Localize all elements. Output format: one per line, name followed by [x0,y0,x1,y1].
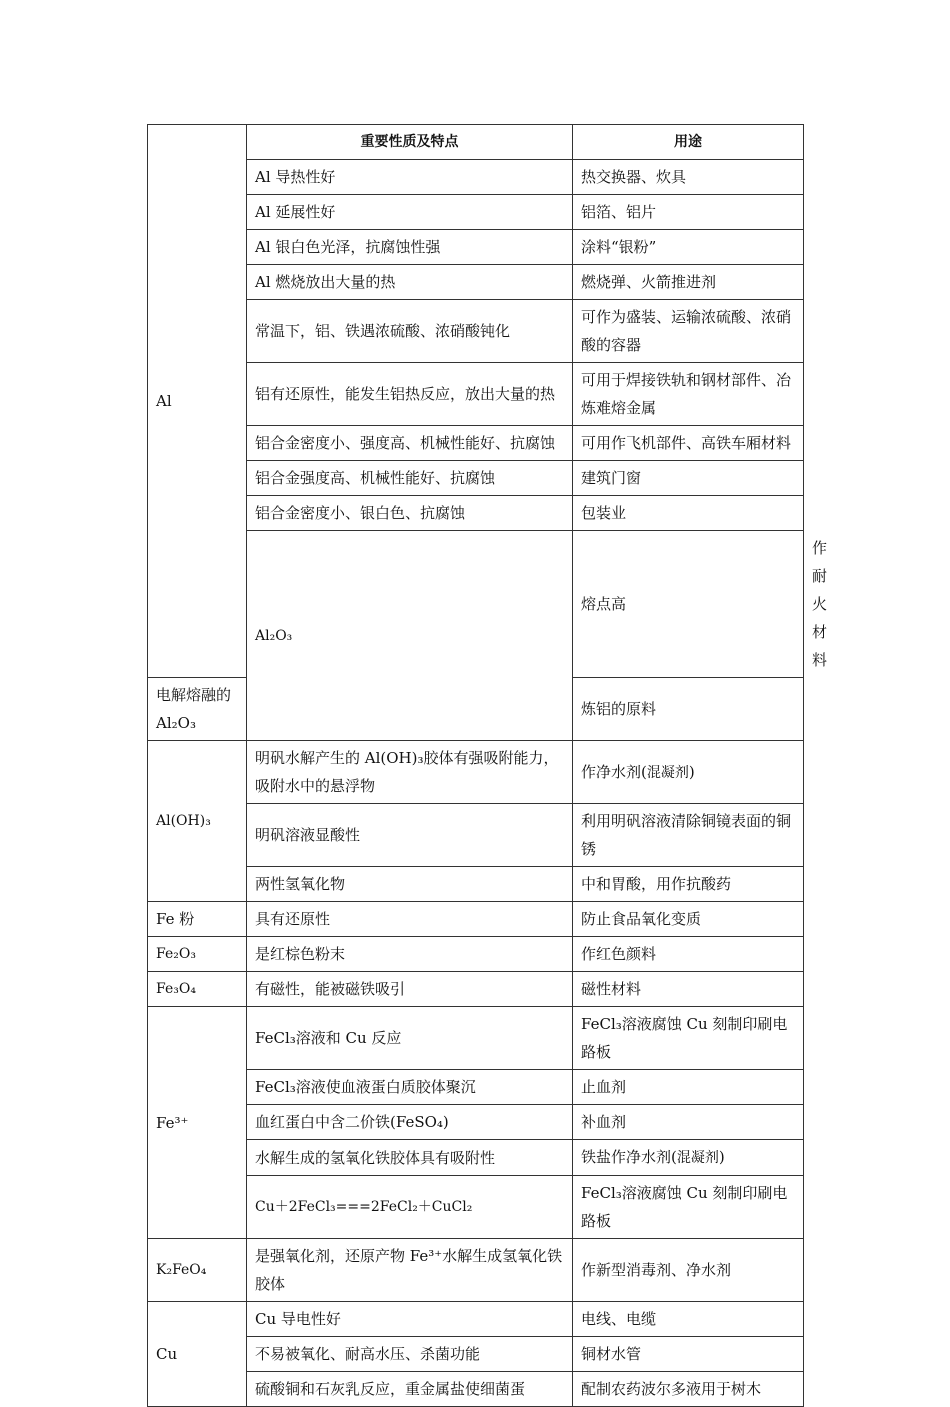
header-row [148,125,804,160]
property-cell: 不易被氧化、耐高水压、杀菌功能 [247,1337,573,1372]
property-cell: FeCl₃溶液使血液蛋白质胶体聚沉 [247,1070,573,1105]
group-label-al2o3: Al₂O₃ [247,531,573,741]
table-row [148,300,804,363]
use-cell: FeCl₃溶液腐蚀 Cu 刻制印刷电路板 [573,1007,804,1070]
property-cell: 明矾溶液显酸性 [247,804,573,867]
property-cell: 是红棕色粉末 [247,937,573,972]
group-label-al: Al [148,125,247,678]
property-cell: Al 导热性好 [247,160,573,195]
table-row [148,1105,804,1140]
use-cell: 利用明矾溶液清除铜镜表面的铜锈 [573,804,804,867]
property-cell: 铝合金密度小、银白色、抗腐蚀 [247,496,573,531]
use-cell: 炼铝的原料 [573,678,804,741]
property-cell: 水解生成的氢氧化铁胶体具有吸附性 [247,1140,573,1176]
header-use: 用途 [573,125,804,160]
use-cell: FeCl₃溶液腐蚀 Cu 刻制印刷电路板 [573,1176,804,1239]
use-cell: 作红色颜料 [573,937,804,972]
use-cell: 包装业 [573,496,804,531]
table-row [148,426,804,461]
use-cell: 建筑门窗 [573,461,804,496]
table-row [148,1007,804,1070]
group-label-fe2o3: Fe₂O₃ [148,937,247,972]
property-cell: 两性氢氧化物 [247,867,573,902]
table-row [148,363,804,426]
use-cell: 热交换器、炊具 [573,160,804,195]
table-row [148,265,804,300]
table-row [148,1302,804,1337]
use-cell: 涂料“银粉” [573,230,804,265]
use-cell: 可用于焊接铁轨和钢材部件、冶炼难熔金属 [573,363,804,426]
group-label-aloh3: Al(OH)₃ [148,741,247,902]
table-row [148,496,804,531]
use-cell: 电线、电缆 [573,1302,804,1337]
use-cell: 铁盐作净水剂(混凝剂) [573,1140,804,1176]
table-row [148,195,804,230]
property-cell: 铝合金密度小、强度高、机械性能好、抗腐蚀 [247,426,573,461]
table-row [148,230,804,265]
group-label-fe: Fe 粉 [148,902,247,937]
property-cell: 常温下，铝、铁遇浓硫酸、浓硝酸钝化 [247,300,573,363]
table-row [148,867,804,902]
property-cell: 硫酸铜和石灰乳反应，重金属盐使细菌蛋 [247,1372,573,1407]
property-cell: 血红蛋白中含二价铁(FeSO₄) [247,1105,573,1140]
use-cell: 配制农药波尔多液用于树木 [573,1372,804,1407]
use-cell: 可用作飞机部件、高铁车厢材料 [573,426,804,461]
group-label-k2feo4: K₂FeO₄ [148,1239,247,1302]
group-label-cu: Cu [148,1302,247,1407]
use-cell: 补血剂 [573,1105,804,1140]
property-cell: 铝有还原性，能发生铝热反应，放出大量的热 [247,363,573,426]
header-property: 重要性质及特点 [247,125,573,160]
use-cell: 铝箔、铝片 [573,195,804,230]
property-cell: FeCl₃溶液和 Cu 反应 [247,1007,573,1070]
property-cell: 是强氧化剂，还原产物 Fe³⁺水解生成氢氧化铁胶体 [247,1239,573,1302]
table-row [148,461,804,496]
table-row [148,902,804,937]
table-row [148,804,804,867]
table-row: Al₂O₃ 熔点高 作耐火材料 [148,531,804,678]
table-row [148,937,804,972]
use-cell: 作新型消毒剂、净水剂 [573,1239,804,1302]
property-cell: 电解熔融的 Al₂O₃ [148,678,247,741]
table-row [148,972,804,1007]
table-row [148,1070,804,1105]
table-row [148,1372,804,1407]
table-row [148,160,804,195]
group-label-fe3: Fe³⁺ [148,1007,247,1239]
property-cell: 有磁性，能被磁铁吸引 [247,972,573,1007]
property-cell: Cu 导电性好 [247,1302,573,1337]
table-row [148,1140,804,1176]
group-label-fe3o4: Fe₃O₄ [148,972,247,1007]
use-cell: 磁性材料 [573,972,804,1007]
property-cell: Cu＋2FeCl₃===2FeCl₂＋CuCl₂ [247,1176,573,1239]
use-cell: 作净水剂(混凝剂) [573,741,804,804]
property-cell: Al 银白色光泽，抗腐蚀性强 [247,230,573,265]
property-cell: 具有还原性 [247,902,573,937]
property-cell: 熔点高 [573,531,804,678]
table-row [148,1176,804,1239]
use-cell: 铜材水管 [573,1337,804,1372]
use-cell: 止血剂 [573,1070,804,1105]
use-cell: 燃烧弹、火箭推进剂 [573,265,804,300]
property-cell: 明矾水解产生的 Al(OH)₃胶体有强吸附能力，吸附水中的悬浮物 [247,741,573,804]
property-cell: 铝合金强度高、机械性能好、抗腐蚀 [247,461,573,496]
property-cell: Al 燃烧放出大量的热 [247,265,573,300]
table-row [148,1239,804,1302]
table-row [148,1337,804,1372]
use-cell: 防止食品氧化变质 [573,902,804,937]
use-cell: 可作为盛装、运输浓硫酸、浓硝酸的容器 [573,300,804,363]
property-cell: Al 延展性好 [247,195,573,230]
use-cell: 中和胃酸，用作抗酸药 [573,867,804,902]
properties-uses-table [147,124,828,1407]
table-row [148,741,804,804]
